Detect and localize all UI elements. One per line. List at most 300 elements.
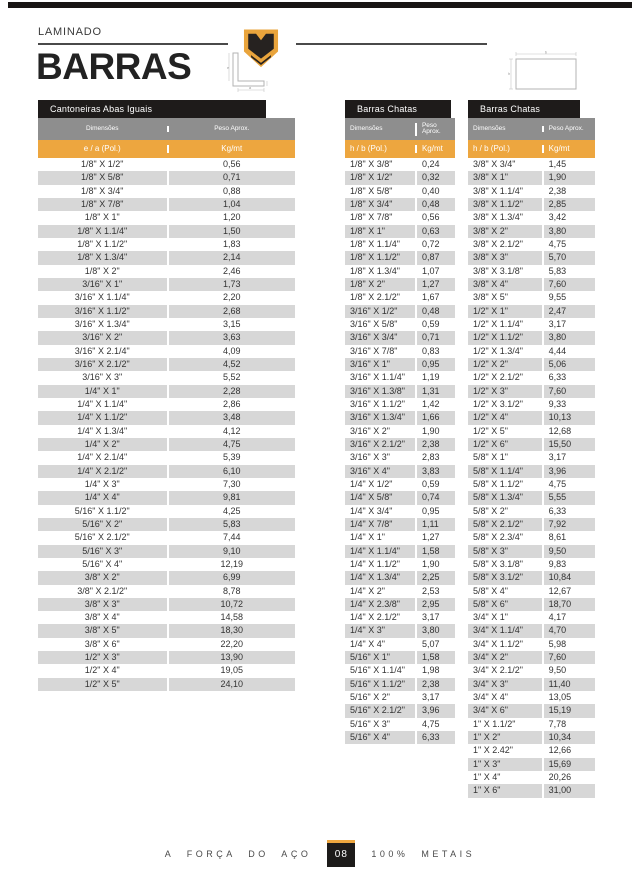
weight-cell: 15,19	[542, 704, 595, 717]
dimension-cell: 1" X 2"	[473, 732, 501, 743]
table-row	[345, 225, 455, 238]
dimension-cell: 3/4" X 2"	[473, 652, 508, 663]
dimension-cell: 5/8" X 1.1/2"	[473, 478, 523, 489]
dimension-cell: 1/4" X 2"	[84, 438, 120, 449]
dimension-cell: 5/16" X 2"	[350, 692, 390, 703]
dimension-cell: 3/16" X 2.1/4"	[74, 345, 130, 356]
dimension-cell: 1" X 3"	[473, 758, 501, 769]
weight-cell: 0,48	[415, 198, 455, 211]
dimension-cell: 3/16" X 5/8"	[350, 318, 398, 329]
col-subheader-dimensions: h / b (Pol.)	[350, 144, 387, 153]
table-row	[38, 225, 295, 238]
dimension-cell: 1/8" X 1.1/2"	[77, 238, 128, 249]
table-row	[38, 425, 295, 438]
dimension-cell: 3/4" X 1"	[473, 612, 508, 623]
dimension-cell: 3/4" X 4"	[473, 692, 508, 703]
dimension-cell: 5/8" X 1"	[473, 452, 508, 463]
table-row	[345, 518, 455, 531]
table-row	[345, 358, 455, 371]
dimension-cell: 1" X 1.1/2"	[473, 718, 516, 729]
dimension-cell: 3/8" X 6"	[84, 638, 120, 649]
table-row	[345, 211, 455, 224]
weight-cell: 4,75	[167, 438, 296, 451]
table-row	[345, 664, 455, 677]
table-row	[468, 624, 595, 637]
weight-cell: 1,07	[415, 265, 455, 278]
dimension-cell: 1/4" X 3"	[350, 625, 385, 636]
table-row	[468, 225, 595, 238]
table-row	[345, 451, 455, 464]
weight-cell: 2,28	[167, 385, 296, 398]
dimension-cell: 3/4" X 6"	[473, 705, 508, 716]
table-row	[468, 784, 595, 797]
table-row	[38, 398, 295, 411]
table-row	[468, 238, 595, 251]
weight-cell: 1,27	[415, 531, 455, 544]
dimension-cell: 5/8" X 2.1/2"	[473, 518, 523, 529]
dimension-cell: 1/8" X 1.3/4"	[350, 265, 400, 276]
weight-cell: 7,60	[542, 278, 595, 291]
table-row	[38, 518, 295, 531]
weight-cell: 19,05	[167, 664, 296, 677]
dimension-cell: 5/16" X 1.1/4"	[350, 665, 405, 676]
table-row	[345, 158, 455, 171]
dimension-cell: 1/2" X 1.3/4"	[473, 345, 523, 356]
dimension-cell: 1/8" X 2"	[350, 278, 385, 289]
dimension-cell: 5/8" X 2.3/4"	[473, 532, 523, 543]
dimension-cell: 3/8" X 1.3/4"	[473, 212, 523, 223]
weight-cell: 3,96	[415, 704, 455, 717]
dimension-cell: 1/8" X 7/8"	[81, 198, 124, 209]
table-row	[468, 691, 595, 704]
weight-cell: 20,26	[542, 771, 595, 784]
weight-cell: 9,50	[542, 545, 595, 558]
dimension-cell: 5/16" X 2.1/2"	[350, 705, 405, 716]
weight-cell: 12,19	[167, 558, 296, 571]
dimension-cell: 5/8" X 3.1/2"	[473, 572, 523, 583]
page-number-badge: 08	[327, 840, 355, 867]
col-subheader-weight: Kg/mt	[542, 145, 595, 153]
dimension-cell: 1/4" X 4"	[84, 492, 120, 503]
dimension-cell: 1" X 2.42"	[473, 745, 513, 756]
col-header-dimensions: Dimensões	[473, 124, 506, 132]
table-row	[345, 718, 455, 731]
weight-cell: 0,74	[415, 491, 455, 504]
table-row	[38, 664, 295, 677]
weight-cell: 4,44	[542, 345, 595, 358]
flat-width-label: b	[544, 50, 548, 55]
dimension-cell: 1/2" X 2.1/2"	[473, 372, 523, 383]
dimension-cell: 1/4" X 1/2"	[350, 478, 393, 489]
table-row	[345, 704, 455, 717]
table-row	[345, 624, 455, 637]
dimension-cell: 1/4" X 7/8"	[350, 518, 393, 529]
weight-cell: 3,48	[167, 411, 296, 424]
table-row	[38, 545, 295, 558]
dimension-cell: 3/16" X 1"	[82, 278, 123, 289]
dimension-cell: 3/16" X 1.1/2"	[74, 305, 130, 316]
weight-cell: 3,15	[167, 318, 296, 331]
weight-cell: 3,17	[415, 611, 455, 624]
dimension-cell: 1/8" X 2"	[84, 265, 120, 276]
weight-cell: 1,66	[415, 411, 455, 424]
dimension-cell: 1/2" X 5"	[84, 678, 120, 689]
weight-cell: 2,20	[167, 291, 296, 304]
table-row	[345, 491, 455, 504]
weight-cell: 24,10	[167, 678, 296, 691]
weight-cell: 15,50	[542, 438, 595, 451]
dimension-cell: 1/4" X 1.1/2"	[350, 558, 400, 569]
dimension-cell: 1/4" X 1"	[350, 532, 385, 543]
weight-cell: 3,17	[542, 451, 595, 464]
table-row	[345, 571, 455, 584]
weight-cell: 7,60	[542, 651, 595, 664]
table-row	[468, 611, 595, 624]
table-row	[38, 411, 295, 424]
table-header-row	[345, 118, 455, 140]
weight-cell: 2,38	[415, 438, 455, 451]
weight-cell: 9,55	[542, 291, 595, 304]
dimension-cell: 1/4" X 5/8"	[350, 492, 393, 503]
table-row	[345, 478, 455, 491]
weight-cell: 0,72	[415, 238, 455, 251]
weight-cell: 0,83	[415, 345, 455, 358]
table-row	[345, 371, 455, 384]
table-row	[345, 291, 455, 304]
dimension-cell: 1/8" X 1/2"	[81, 159, 124, 169]
table-row	[468, 585, 595, 598]
weight-cell: 13,05	[542, 691, 595, 704]
weight-cell: 1,20	[167, 211, 296, 224]
table-row	[345, 731, 455, 744]
weight-cell: 4,75	[542, 238, 595, 251]
table-row	[468, 438, 595, 451]
angle-profile-diagram	[226, 50, 270, 94]
weight-cell: 2,68	[167, 305, 296, 318]
table-row	[468, 545, 595, 558]
table-header-row	[38, 118, 295, 140]
dimension-cell: 5/16" X 3"	[350, 718, 390, 729]
weight-cell: 2,38	[542, 185, 595, 198]
table-row	[38, 331, 295, 344]
table-row	[345, 185, 455, 198]
dimension-cell: 3/8" X 1"	[473, 172, 508, 183]
weight-cell: 2,25	[415, 571, 455, 584]
dimension-cell: 3/8" X 1.1/4"	[473, 185, 523, 196]
dimension-cell: 3/16" X 2.1/2"	[74, 358, 130, 369]
dimension-cell: 3/8" X 2"	[473, 225, 508, 236]
footer-slogan: A FORÇA DO AÇO	[164, 848, 312, 859]
weight-cell: 6,33	[542, 371, 595, 384]
weight-cell: 2,85	[542, 198, 595, 211]
dimension-cell: 5/8" X 3.1/8"	[473, 558, 523, 569]
dimension-cell: 3/16" X 1"	[350, 358, 390, 369]
weight-cell: 0,40	[415, 185, 455, 198]
weight-cell: 8,61	[542, 531, 595, 544]
dimension-cell: 1/2" X 1.1/2"	[473, 332, 523, 343]
weight-cell: 1,58	[415, 545, 455, 558]
weight-cell: 0,71	[167, 171, 296, 184]
dimension-cell: 3/8" X 5"	[473, 292, 508, 303]
table-row	[38, 211, 295, 224]
dimension-cell: 1/4" X 1.1/4"	[77, 398, 128, 409]
weight-cell: 0,48	[415, 305, 455, 318]
weight-cell: 1,67	[415, 291, 455, 304]
dimension-cell: 1/2" X 5"	[473, 425, 508, 436]
dimension-cell: 3/8" X 3"	[473, 252, 508, 263]
table-subheader-row	[345, 140, 455, 158]
table-row	[468, 571, 595, 584]
table-header-row	[468, 118, 595, 140]
weight-cell: 0,32	[415, 171, 455, 184]
weight-cell: 4,75	[415, 718, 455, 731]
dimension-cell: 1/4" X 2.1/2"	[77, 465, 128, 476]
weight-cell: 1,04	[167, 198, 296, 211]
weight-cell: 1,19	[415, 371, 455, 384]
table-row	[38, 318, 295, 331]
table-row	[38, 638, 295, 651]
weight-cell: 9,10	[167, 545, 296, 558]
angle-width-label: a	[248, 85, 252, 90]
dimension-cell: 1/2" X 3"	[84, 652, 120, 663]
table-row	[38, 598, 295, 611]
dimension-cell: 5/8" X 1.3/4"	[473, 492, 523, 503]
dimension-cell: 1/4" X 4"	[350, 638, 385, 649]
weight-cell: 5,98	[542, 638, 595, 651]
table-row	[38, 491, 295, 504]
weight-cell: 2,86	[167, 398, 296, 411]
page-footer	[0, 840, 640, 867]
table-barras-chatas-1	[345, 100, 455, 744]
dimension-cell: 1/4" X 2.1/4"	[77, 452, 128, 463]
weight-cell: 0,71	[415, 331, 455, 344]
table-body	[345, 158, 455, 744]
table-row	[38, 185, 295, 198]
dimension-cell: 3/4" X 2.1/2"	[473, 665, 523, 676]
header-rule-right	[296, 43, 487, 45]
col-header-weight: Peso Aprox.	[415, 123, 455, 136]
table-row	[468, 531, 595, 544]
table-row	[345, 691, 455, 704]
weight-cell: 0,87	[415, 251, 455, 264]
weight-cell: 0,63	[415, 225, 455, 238]
table-barras-chatas-2	[468, 100, 595, 798]
table-row	[468, 158, 595, 171]
dimension-cell: 3/4" X 1.1/4"	[473, 625, 523, 636]
dimension-cell: 1/8" X 3/8"	[350, 159, 393, 169]
table-row	[345, 411, 455, 424]
dimension-cell: 5/8" X 3"	[473, 545, 508, 556]
dimension-cell: 1/8" X 7/8"	[350, 212, 393, 223]
table-title-bar: Barras Chatas	[468, 100, 580, 118]
weight-cell: 5,70	[542, 251, 595, 264]
weight-cell: 3,42	[542, 211, 595, 224]
table-row	[345, 651, 455, 664]
table-row	[345, 585, 455, 598]
table-row	[345, 318, 455, 331]
dimension-cell: 5/16" X 4"	[82, 558, 123, 569]
table-row	[345, 531, 455, 544]
weight-cell: 5,07	[415, 638, 455, 651]
dimension-cell: 5/8" X 1.1/4"	[473, 465, 523, 476]
weight-cell: 31,00	[542, 784, 595, 797]
weight-cell: 12,67	[542, 585, 595, 598]
dimension-cell: 3/8" X 2"	[84, 572, 120, 583]
weight-cell: 5,55	[542, 491, 595, 504]
table-row	[468, 451, 595, 464]
weight-cell: 1,83	[167, 238, 296, 251]
col-header-weight: Peso Aprox.	[167, 126, 296, 133]
weight-cell: 12,66	[542, 744, 595, 757]
dimension-cell: 5/16" X 2.1/2"	[74, 532, 130, 543]
table-row	[38, 305, 295, 318]
weight-cell: 1,11	[415, 518, 455, 531]
dimension-cell: 3/16" X 1/2"	[350, 305, 398, 316]
table-row	[468, 704, 595, 717]
weight-cell: 1,45	[542, 158, 595, 171]
dimension-cell: 1/2" X 2"	[473, 358, 508, 369]
dimension-cell: 3/8" X 4"	[84, 612, 120, 623]
weight-cell: 3,63	[167, 331, 296, 344]
weight-cell: 7,44	[167, 531, 296, 544]
table-row	[345, 345, 455, 358]
dimension-cell: 3/16" X 3/4"	[350, 332, 398, 343]
table-row	[345, 251, 455, 264]
category-label: LAMINADO	[38, 26, 102, 38]
weight-cell: 10,13	[542, 411, 595, 424]
weight-cell: 7,60	[542, 385, 595, 398]
dimension-cell: 1/8" X 5/8"	[81, 172, 124, 183]
dimension-cell: 3/16" X 1.1/2"	[350, 398, 405, 409]
angle-thickness-label: e	[227, 65, 230, 70]
weight-cell: 7,78	[542, 718, 595, 731]
table-row	[38, 438, 295, 451]
weight-cell: 0,56	[415, 211, 455, 224]
weight-cell: 1,90	[542, 171, 595, 184]
weight-cell: 2,95	[415, 598, 455, 611]
weight-cell: 0,95	[415, 505, 455, 518]
table-row	[468, 318, 595, 331]
dimension-cell: 1/4" X 1.3/4"	[77, 425, 128, 436]
weight-cell: 9,83	[542, 558, 595, 571]
footer-brand: 100% METAIS	[371, 848, 476, 859]
dimension-cell: 3/16" X 7/8"	[350, 345, 398, 356]
table-row	[38, 265, 295, 278]
dimension-cell: 5/8" X 6"	[473, 598, 508, 609]
table-row	[468, 758, 595, 771]
weight-cell: 15,69	[542, 758, 595, 771]
dimension-cell: 3/8" X 3"	[84, 598, 120, 609]
weight-cell: 3,96	[542, 465, 595, 478]
table-subheader-row	[468, 140, 595, 158]
weight-cell: 1,31	[415, 385, 455, 398]
weight-cell: 2,14	[167, 251, 296, 264]
header-rule-left	[38, 43, 228, 45]
dimension-cell: 1/4" X 2.1/2"	[350, 612, 400, 623]
weight-cell: 0,59	[415, 478, 455, 491]
weight-cell: 5,06	[542, 358, 595, 371]
dimension-cell: 3/8" X 1.1/2"	[473, 198, 523, 209]
table-row	[345, 678, 455, 691]
dimension-cell: 1/8" X 1"	[350, 225, 385, 236]
weight-cell: 2,46	[167, 265, 296, 278]
dimension-cell: 3/8" X 5"	[84, 625, 120, 636]
dimension-cell: 3/8" X 2.1/2"	[473, 238, 523, 249]
table-title-bar: Cantoneiras Abas Iguais	[38, 100, 266, 118]
weight-cell: 9,50	[542, 664, 595, 677]
dimension-cell: 1/8" X 1.3/4"	[77, 252, 128, 263]
table-row	[38, 358, 295, 371]
col-header-dimensions: Dimensões	[350, 124, 383, 132]
table-row	[38, 531, 295, 544]
weight-cell: 1,73	[167, 278, 296, 291]
col-subheader-weight: Kg/mt	[167, 145, 296, 153]
weight-cell: 4,70	[542, 624, 595, 637]
table-row	[468, 211, 595, 224]
weight-cell: 0,56	[167, 158, 296, 171]
weight-cell: 6,10	[167, 465, 296, 478]
table-row	[38, 345, 295, 358]
dimension-cell: 1/4" X 2"	[350, 585, 385, 596]
col-subheader-dimensions: h / b (Pol.)	[473, 144, 510, 153]
table-row	[468, 291, 595, 304]
page-title: BARRAS	[36, 46, 192, 87]
table-row	[468, 478, 595, 491]
dimension-cell: 1" X 4"	[473, 772, 501, 783]
weight-cell: 3,17	[415, 691, 455, 704]
dimension-cell: 3/8" X 2.1/2"	[77, 585, 128, 596]
table-row	[38, 624, 295, 637]
table-row	[468, 198, 595, 211]
dimension-cell: 3/16" X 1.1/4"	[350, 372, 405, 383]
table-row	[345, 238, 455, 251]
table-row	[468, 638, 595, 651]
weight-cell: 11,40	[542, 678, 595, 691]
dimension-cell: 1/4" X 1.1/4"	[350, 545, 400, 556]
table-row	[468, 371, 595, 384]
table-row	[345, 598, 455, 611]
dimension-cell: 1/8" X 3/4"	[81, 185, 124, 196]
table-row	[345, 171, 455, 184]
dimension-cell: 1/2" X 4"	[473, 412, 508, 423]
dimension-cell: 1/4" X 1.1/2"	[77, 412, 128, 423]
dimension-cell: 1/8" X 2.1/2"	[350, 292, 400, 303]
weight-cell: 1,42	[415, 398, 455, 411]
dimension-cell: 1/2" X 3"	[473, 385, 508, 396]
dimension-cell: 5/8" X 2"	[473, 505, 508, 516]
table-row	[468, 651, 595, 664]
table-row	[468, 678, 595, 691]
table-row	[38, 678, 295, 691]
weight-cell: 9,33	[542, 398, 595, 411]
table-row	[468, 731, 595, 744]
dimension-cell: 1/4" X 3"	[84, 478, 120, 489]
top-black-bar	[8, 2, 632, 8]
table-row	[38, 291, 295, 304]
table-row	[345, 305, 455, 318]
dimension-cell: 1/4" X 1"	[84, 385, 120, 396]
table-row	[38, 238, 295, 251]
weight-cell: 4,17	[542, 611, 595, 624]
flat-height-label: h	[508, 71, 511, 76]
table-row	[468, 518, 595, 531]
table-row	[468, 664, 595, 677]
dimension-cell: 1/2" X 1.1/4"	[473, 318, 523, 329]
weight-cell: 4,12	[167, 425, 296, 438]
table-row	[468, 491, 595, 504]
dimension-cell: 1/2" X 1"	[473, 305, 508, 316]
dimension-cell: 5/16" X 4"	[350, 732, 390, 743]
